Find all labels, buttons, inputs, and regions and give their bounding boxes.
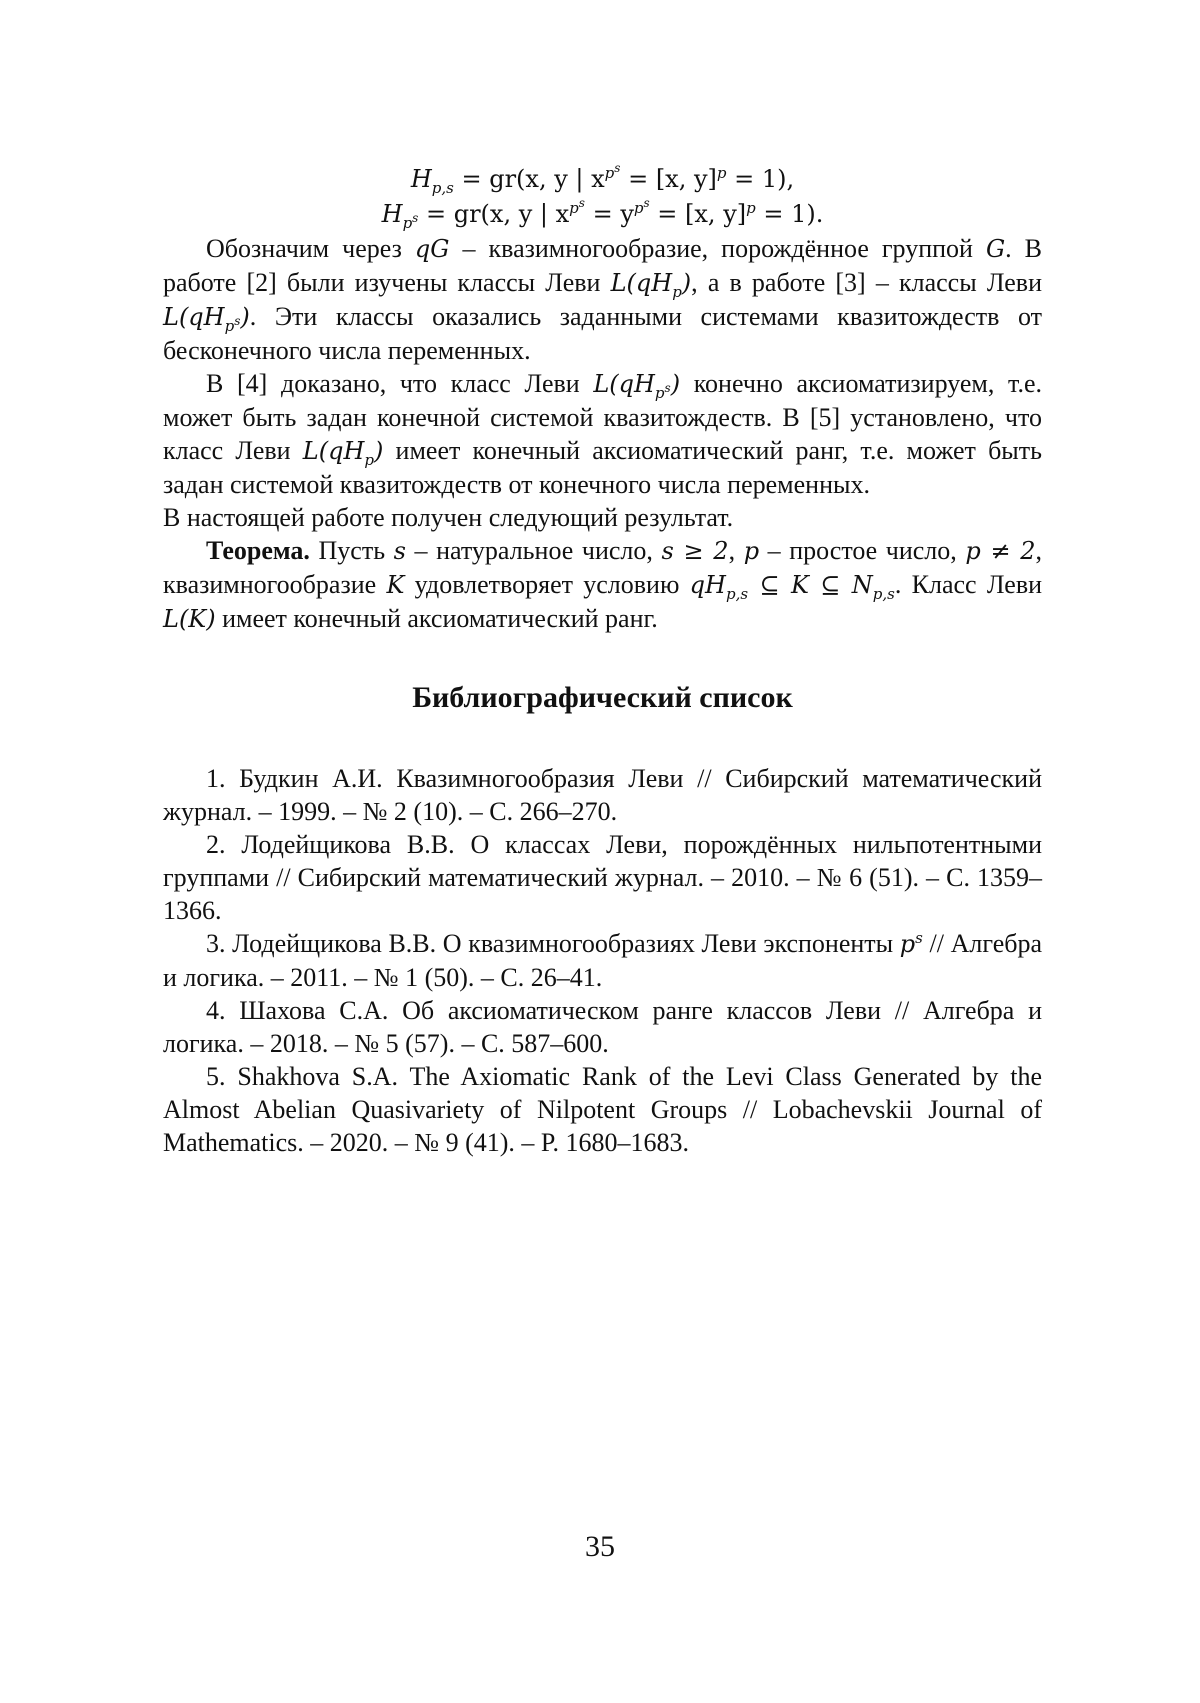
theorem-statement: Теорема. Пусть s – натуральное число, s ≥ 2, p – простое число, p ≠ 2, квазимногообразие K удовлетворяет условию $qH_{p,s}$ ⊆ K ⊆ $N_{p,s}$. Класс Леви L(K) имеет конечный аксиоматический ранг.: [163, 536, 1043, 633]
paragraph-result-intro: В настоящей работе получен следующий результат.: [163, 503, 734, 532]
paragraph-notation: Обозначим через qG – квазимногообразие, порождённое группой G. В работе [2] были изучены классы Леви $L(qH_p)$, а в работе [3] – классы Леви $L(qH_{p^s})$. Эти классы оказались заданными системами квазитождеств от бесконечного числа переменных.: [163, 234, 1042, 365]
formula-h-ps: $H_{p,s} = gr(x$, y | $x^{p^s} = [x$, y]$^p$ = 1),: [410, 161, 795, 197]
bibliography-entry: 4. Шахова С.А. Об аксиоматическом ранге классов Леви // Алгебра и логика. – 2018. – № 5 (57). – С. 587–600.: [163, 996, 1042, 1058]
bibliography-entry: 3. Лодейщикова В.В. О квазимногообразиях Леви экспоненты $p^s$ // Алгебра и логика. – 2011. – № 1 (50). – С. 26–41.: [163, 929, 1043, 992]
bibliography-entry: 2. Лодейщикова В.В. О классах Леви, порождённых нильпотентными группами // Сибирский математический журнал. – 2010. – № 6 (51). – С. 1359–1366.: [163, 830, 1042, 925]
bibliography-entry: 1. Будкин А.И. Квазимногообразия Леви // Сибирский математический журнал. – 1999. – № 2 (10). – С. 266–270.: [163, 764, 1042, 826]
bibliography-entry: 5. Shakhova S.A. The Axiomatic Rank of the Levi Class Generated by the Almost Abelian Quasivariety of Nilpotent Groups // Lobachevskii Journal of Mathematics. – 2020. – № 9 (41). – P. 1680–1683.: [163, 1062, 1042, 1157]
theorem-label: Теорема.: [206, 536, 310, 565]
bibliography-heading: Библиографический список: [412, 681, 793, 714]
page-number: 35: [585, 1530, 615, 1563]
page-content: [163, 162, 1042, 1159]
paragraph-prior-results: В [4] доказано, что класс Леви $L(qH_{p^s})$ конечно аксиоматизируем, т.е. может быть задан конечной системой квазитождеств. В [5] установлено, что класс Леви $L(qH_p)$ имеет конечный аксиоматический ранг, т.е. может быть задан системой квазитождеств от конечного числа переменных.: [163, 369, 1042, 499]
formula-h-p-power-s: $H_{p^s} = gr(x$, y | $x^{p^s} = y^{p^s} = [x$, y]$^p$ = 1).: [381, 196, 824, 232]
